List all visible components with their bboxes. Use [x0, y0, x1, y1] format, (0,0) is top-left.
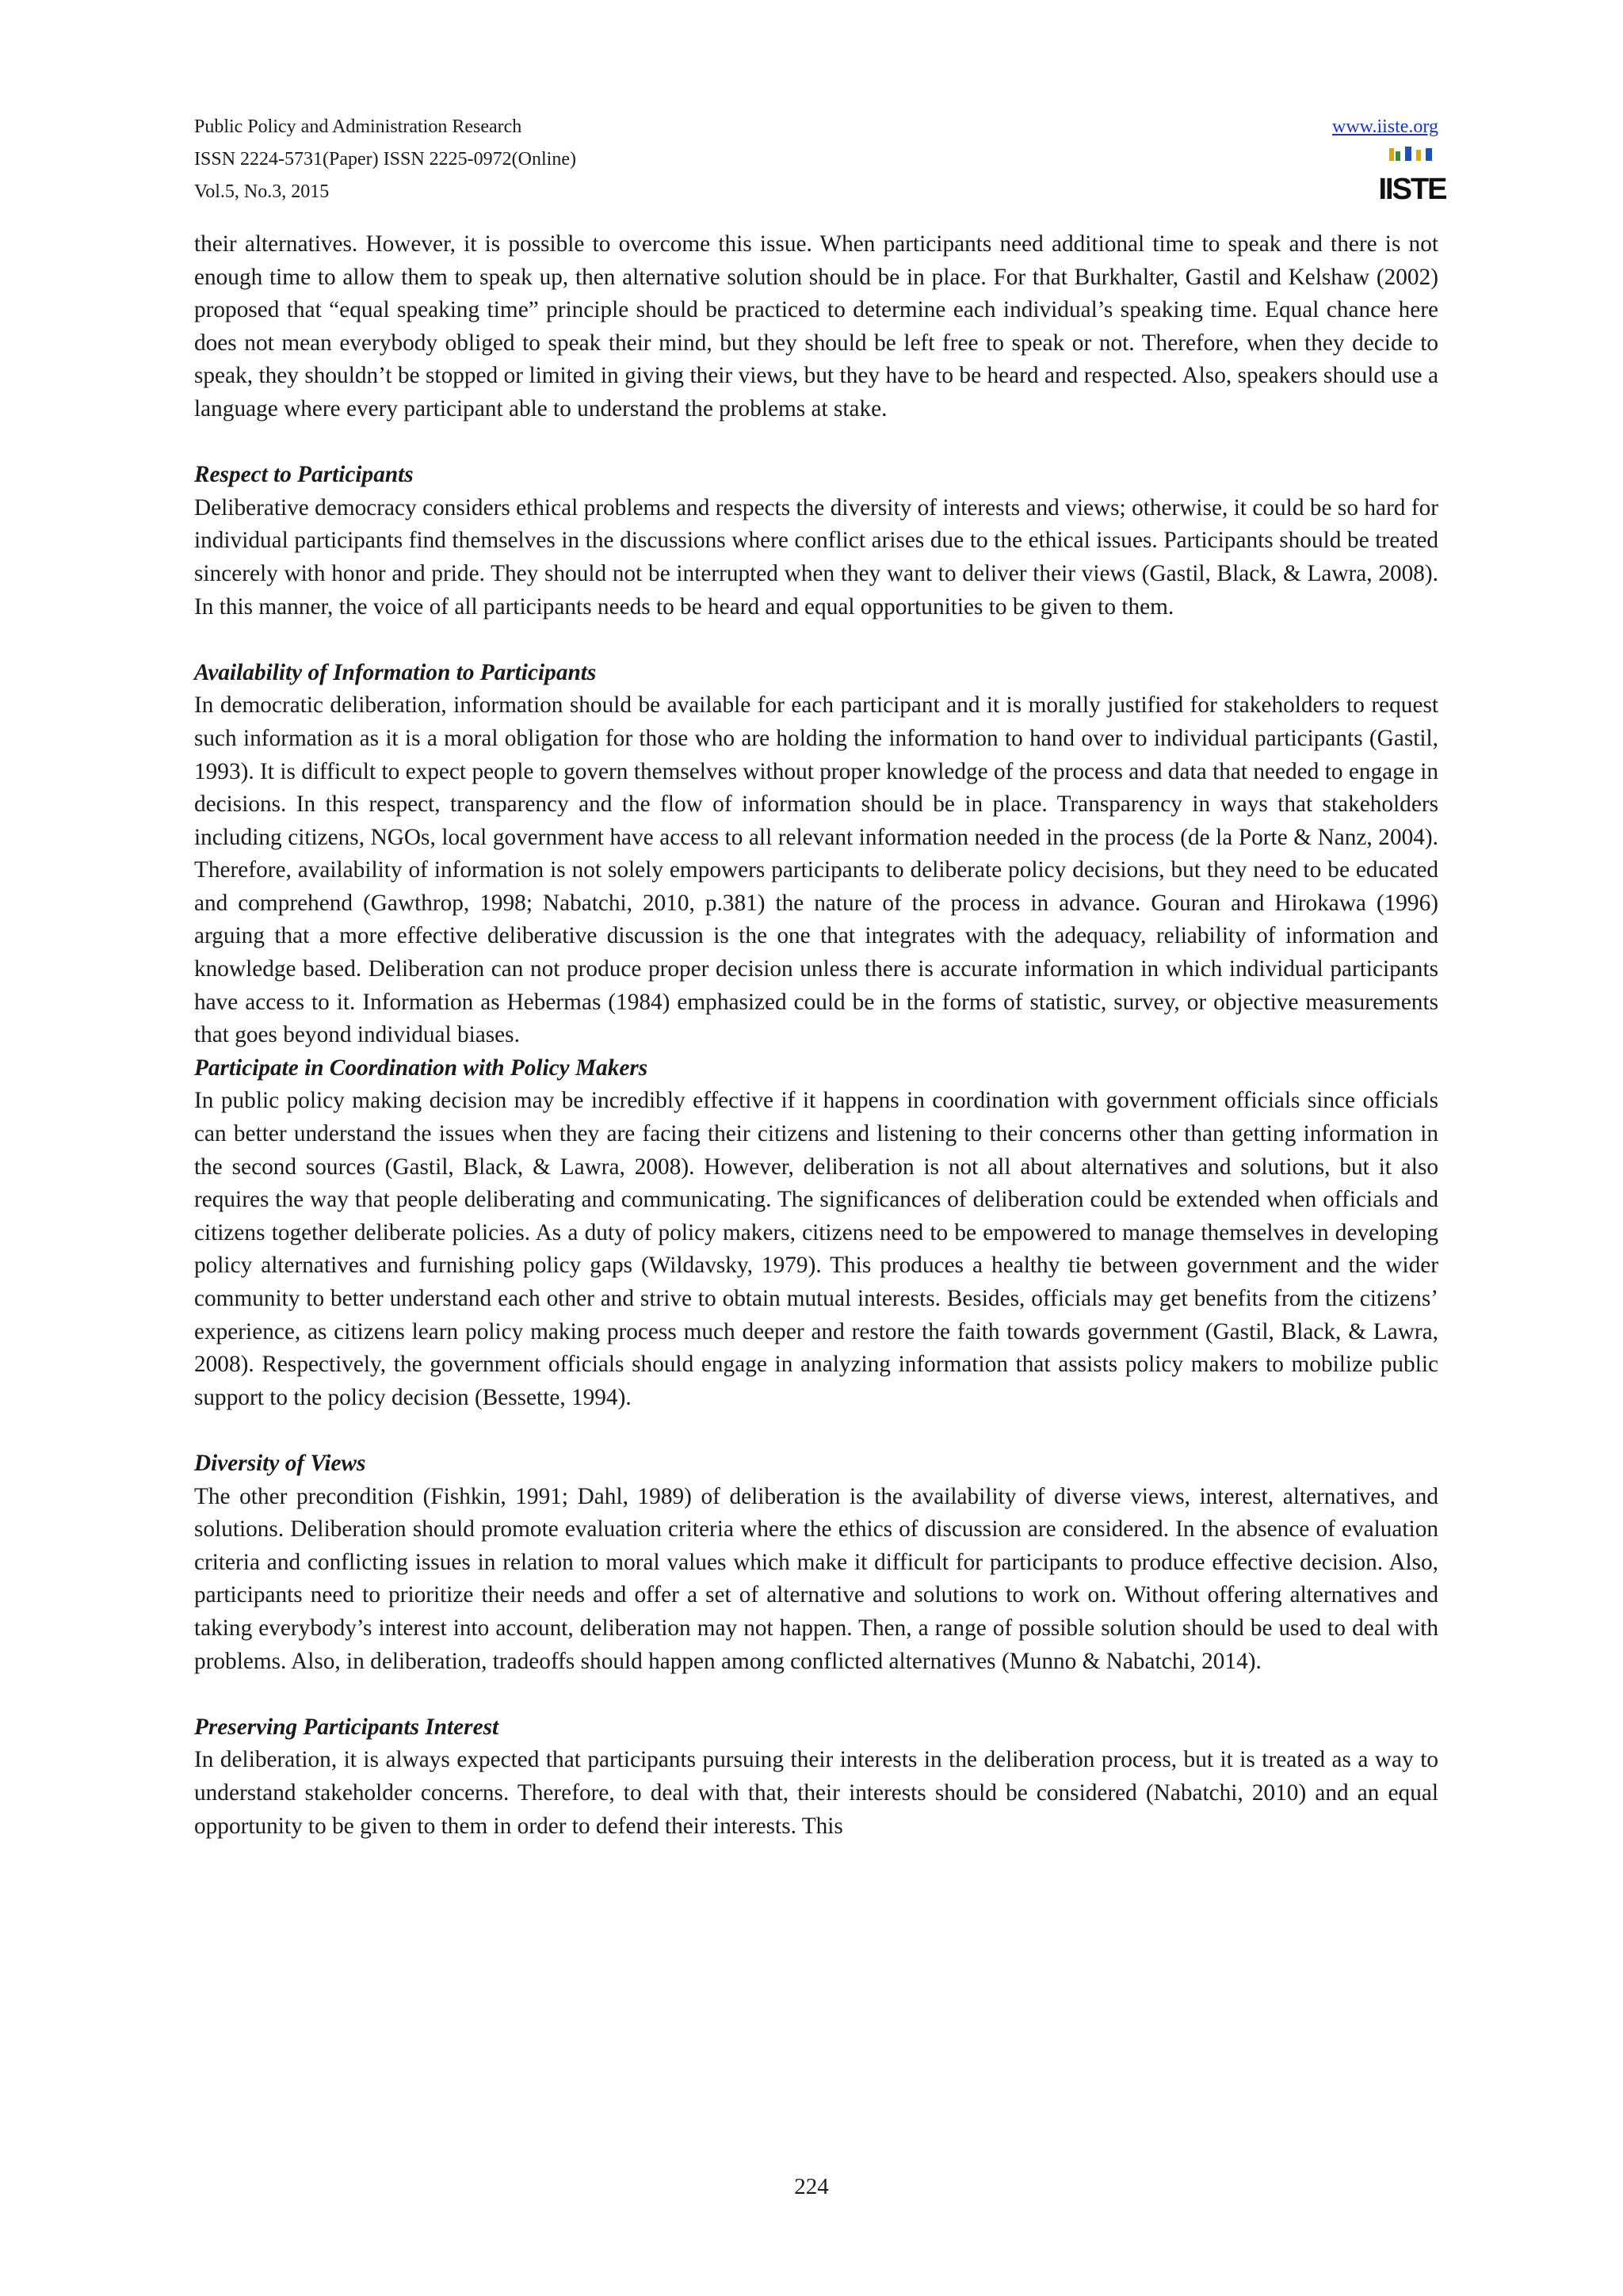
paragraph-availability-of-information: In democratic deliberation, information should be available for each participant and it is morally justified for stakeholders to request such information as it is a moral obligation for those who are holding the information to hand over to individual participants (Gastil, 1993). It is difficult to expect people to govern themselves without proper knowledge of the process and data that needed to engage in decisions. In this respect, transparency and the flow of information should be in place. Transparency in ways that stakeholders including citizens, NGOs, local government have access to all relevant information needed in the process (de la Porte & Nanz, 2004). Therefore, availability of information is not solely empowers participants to deliberate policy decisions, but they need to be educated and comprehend (Gawthrop, 1998; Nabatchi, 2010, p.381) the nature of the process in advance. Gouran and Hirokawa (1996) arguing that a more effective deliberative discussion is the one that integrates with the adequacy, reliability of information and knowledge based. Deliberation can not produce proper decision unless there is accurate information in which individual participants have access to it. Information as Hebermas (1984) emphasized could be in the forms of statistic, survey, or objective measurements that goes beyond individual biases.: [194, 692, 1438, 1048]
paragraph-participate-in-coordination: In public policy making decision may be incredibly effective if it happens in coordination with government officials since officials can better understand the issues when they are facing their citizens and listening to their concerns other than getting information in the second sources (Gastil, Black, & Lawra, 2008). However, deliberation is not all about alternatives and solutions, but it also requires the way that people deliberating and communicating. The significances of deliberation could be extended when officials and citizens together deliberate policies. As a duty of policy makers, citizens need to be empowered to manage themselves in developing policy alternatives and furnishing policy gaps (Wildavsky, 1979). This produces a healthy tie between government and the wider community to better understand each other and strive to obtain mutual interests. Besides, officials may get benefits from the citizens’ experience, as citizens learn policy making process much deeper and restore the faith towards government (Gastil, Black, & Lawra, 2008). Respectively, the government officials should engage in analyzing information that assists policy makers to mobilize public support to the policy decision (Bessette, 1994).: [194, 1088, 1438, 1410]
heading-respect-to-participants: Respect to Participants: [194, 462, 414, 488]
paragraph-preserving-participants-interest: In deliberation, it is always expected that participants pursuing their interests in the deliberation process, but it is treated as a way to understand stakeholder concerns. Therefore, to deal with that, their interests should be considered (Nabatchi, 2010) and an equal opportunity to be given to them in order to defend their interests. This: [194, 1747, 1438, 1839]
heading-preserving-participants-interest: Preserving Participants Interest: [194, 1714, 499, 1740]
intro-paragraph: their alternatives. However, it is possible to overcome this issue. When participants need additional time to speak and there is not enough time to allow them to speak up, then alternative solution should be in place. For that Burkhalter, Gastil and Kelshaw (2002) proposed that “equal speaking time” principle should be practiced to determine each individual’s speaking time. Equal chance here does not mean everybody obliged to speak their mind, but they should be left free to speak or not. Therefore, when they decide to speak, they shouldn’t be stopped or limited in giving their views, but they have to be heard and respected. Also, speakers should use a language where every participant able to understand the problems at stake.: [194, 231, 1438, 421]
paragraph-diversity-of-views: The other precondition (Fishkin, 1991; Dahl, 1989) of deliberation is the availability of diverse views, interest, alternatives, and solutions. Deliberation should promote evaluation criteria where the ethics of discussion are considered. In the absence of evaluation criteria and conflicting issues in relation to moral values which make it difficult for participants to produce effective decision. Also, participants need to prioritize their needs and offer a set of alternative and solutions to work on. Without offering alternatives and taking everybody’s interest into account, deliberation may not happen. Then, a range of possible solution should be used to deal with problems. Also, in deliberation, tradeoffs should happen among conflicted alternatives (Munno & Nabatchi, 2014).: [194, 1483, 1438, 1674]
paragraph-respect-to-participants: Deliberative democracy considers ethical problems and respects the diversity of interests and views; otherwise, it could be so hard for individual participants find themselves in the discussions where conflict arises due to the ethical issues. Participants should be treated sincerely with honor and pride. They should not be interrupted when they want to deliver their views (Gastil, Black, & Lawra, 2008). In this manner, the voice of all participants needs to be heard and equal opportunities to be given to them.: [194, 494, 1438, 620]
journal-url-link[interactable]: www.iiste.org: [1332, 116, 1438, 137]
issn-line: ISSN 2224-5731(Paper) ISSN 2225-0972(Online): [194, 149, 576, 170]
heading-participate-in-coordination: Participate in Coordination with Policy Makers: [194, 1055, 648, 1081]
iiste-logo-icon: [1378, 147, 1446, 206]
heading-diversity-of-views: Diversity of Views: [194, 1450, 366, 1476]
page-header: [194, 111, 1446, 210]
heading-availability-of-information: Availability of Information to Participants: [194, 659, 597, 685]
svg-text:IISTE: IISTE: [1378, 173, 1446, 206]
page-number: 224: [794, 2174, 829, 2199]
journal-title: Public Policy and Administration Research: [194, 116, 522, 137]
volume-line: Vol.5, No.3, 2015: [194, 181, 330, 202]
article-body: [194, 228, 1438, 1843]
